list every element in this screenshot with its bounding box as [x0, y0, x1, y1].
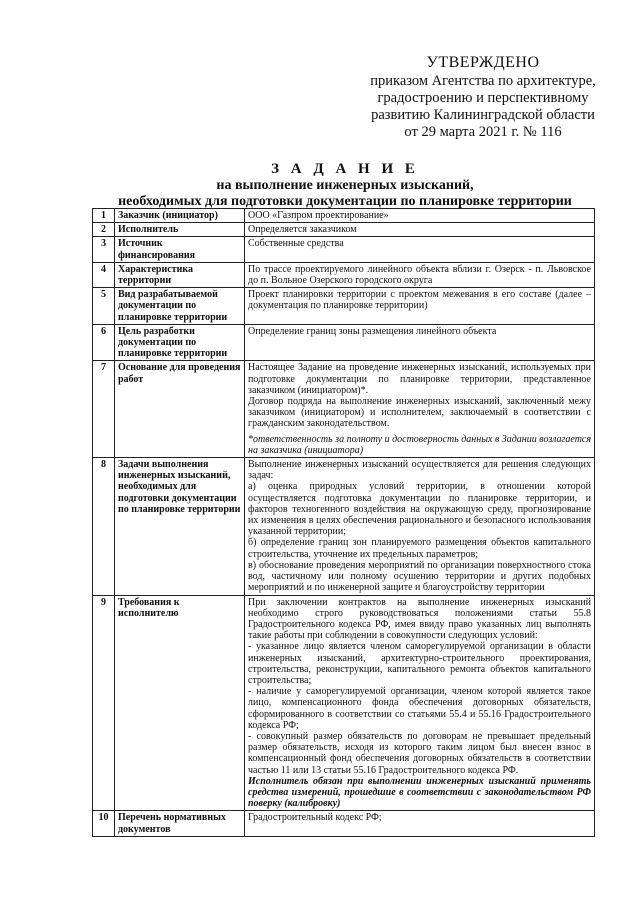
paragraph: Настоящее Задание на проведение инженерных изысканий, используемых при подготовке документации по планировке территории, представленное заказчиком (инициатором)*. — [248, 362, 591, 396]
table-row — [93, 223, 595, 237]
paragraph: - наличие у саморегулируемой организации, членом которой является такое лицо, компенсационного фонда обеспечения договорных обязательств, сформированного в соответствии со статьями 55.4 и 55.16 Градостроительного кодекса РФ; — [248, 686, 591, 731]
row-number: 4 — [93, 262, 115, 287]
approval-line: от 29 марта 2021 г. № 116 — [404, 124, 562, 140]
approval-line: развитию Калининградской области — [371, 107, 595, 123]
table-row — [93, 237, 595, 262]
paragraph: в) обоснование проведения мероприятий по организации поверхностного стока вод, частичному или полному осушению территории и других подобных мероприятий и по инженерной защите и благоустройству территории — [248, 559, 591, 594]
document-subtitle: на выполнение инженерных изысканий, — [216, 178, 474, 193]
table-row — [93, 324, 595, 361]
table-row — [93, 288, 595, 325]
row-number: 3 — [93, 237, 115, 262]
footnote: *ответственность за полноту и достоверность данных в Задании возлагается на заказчика (инициатора) — [248, 433, 591, 456]
approval-line: градостроению и перспективному — [377, 90, 589, 106]
approval-line: приказом Агентства по архитектуре, — [370, 73, 596, 89]
table-row — [93, 209, 595, 223]
paragraph: - указанное лицо является членом саморегулируемой организации в области инженерных изысканий, архитектурно-строительного проектирования, строительства, реконструкции, капитального ремонта объектов капитального строительства; — [248, 641, 591, 686]
paragraph: Собственные средства — [248, 238, 344, 250]
approval-stamp — [352, 54, 614, 141]
paragraph: Договор подряда на выполнение инженерных изысканий, заключенный межу заказчиком (инициатором) и исполнителем, заключаемый в соответствии с гражданским законодательством. — [248, 396, 591, 430]
row-value — [245, 595, 595, 811]
document-title: З А Д А Н И Е — [271, 161, 419, 177]
row-value — [245, 262, 595, 287]
row-value — [245, 288, 595, 325]
row-value — [245, 361, 595, 458]
table-row — [93, 262, 595, 287]
paragraph: По трассе проектируемого линейного объекта вблизи г. Озерск - п. Львовское до п. Вольное Озерского городского округа — [248, 263, 591, 287]
task-table — [92, 208, 595, 837]
row-value — [245, 223, 595, 237]
row-number: 8 — [93, 458, 115, 595]
row-label: Источник финансирования — [115, 237, 245, 262]
paragraph: - совокупный размер обязательств по договорам не превышает предельный размер обязательств, исходя из которого таким лицом был внесен взнос в компенсационный фонд обеспечения договорных обязательств в соответствии частью 11 или 13 статьи 55.16 Градостроительного кодекса РФ. — [248, 730, 591, 776]
row-label: Цель разработки документации по планировке территории — [115, 324, 245, 361]
row-label: Требования к исполнителю — [115, 595, 245, 811]
table-row — [93, 361, 595, 458]
paragraph: Градостроительный кодекс РФ; — [248, 812, 382, 824]
row-label: Основание для проведения работ — [115, 361, 245, 458]
row-number: 1 — [93, 209, 115, 223]
row-label: Перечень нормативных документов — [115, 811, 245, 836]
row-value — [245, 324, 595, 361]
document-subtitle: необходимых для подготовки документации по планировке территории — [118, 194, 572, 209]
row-value — [245, 237, 595, 262]
paragraph: Проект планировки территории с проектом межевания в его составе (далее – документация по планировке территории) — [248, 289, 591, 312]
emphasis-note: Исполнитель обязан при выполнении инженерных изысканий применять средства измерений, прошедшие в соответствии с законодательством РФ поверку (калибровку) — [248, 775, 591, 810]
task-table-body — [93, 209, 595, 837]
row-value — [245, 209, 595, 223]
row-label: Характеристика территории — [115, 262, 245, 287]
row-label: Исполнитель — [115, 223, 245, 237]
paragraph: Определяется заказчиком — [248, 224, 357, 236]
paragraph: Выполнение инженерных изысканий осуществляется для решения следующих задач: — [248, 459, 591, 482]
row-label: Вид разрабатываемой документации по планировке территории — [115, 288, 245, 325]
row-number: 7 — [93, 361, 115, 458]
row-label: Заказчик (инициатор) — [115, 209, 245, 223]
row-number: 5 — [93, 288, 115, 325]
table-row — [93, 811, 595, 836]
row-number: 2 — [93, 223, 115, 237]
document-heading — [100, 160, 590, 210]
row-number: 9 — [93, 595, 115, 811]
table-row — [93, 458, 595, 595]
approval-title: УТВЕРЖДЕНО — [426, 54, 540, 71]
paragraph: Определение границ зоны размещения линейного объекта — [248, 325, 497, 337]
paragraph: ООО «Газпром проектирование» — [248, 210, 389, 221]
row-value — [245, 811, 595, 836]
paragraph: а) оценка природных условий территории, в отношении которой осуществляется подготовка документации по планировке территории, и факторов техногенного воздействия на окружающую среду, прогнозирование их изменения в целях обеспечения рационального и безопасного использования указанной территории; — [248, 481, 591, 538]
row-value — [245, 458, 595, 595]
row-label: Задачи выполнения инженерных изысканий, необходимых для подготовки документации по планировке территории — [115, 458, 245, 595]
row-number: 6 — [93, 324, 115, 361]
table-row — [93, 595, 595, 811]
paragraph: При заключении контрактов на выполнение инженерных изысканий необходимо строго руководствоваться положениями статьи 55.8 Градостроительного кодекса РФ, имея ввиду право указанных лиц выполнять такие работы при соблюдении в совокупности следующих условий: — [248, 596, 591, 642]
paragraph: б) определение границ зон планируемого размещения объектов капитального строительства, уточнение их предельных параметров; — [248, 537, 591, 560]
row-number: 10 — [93, 811, 115, 836]
